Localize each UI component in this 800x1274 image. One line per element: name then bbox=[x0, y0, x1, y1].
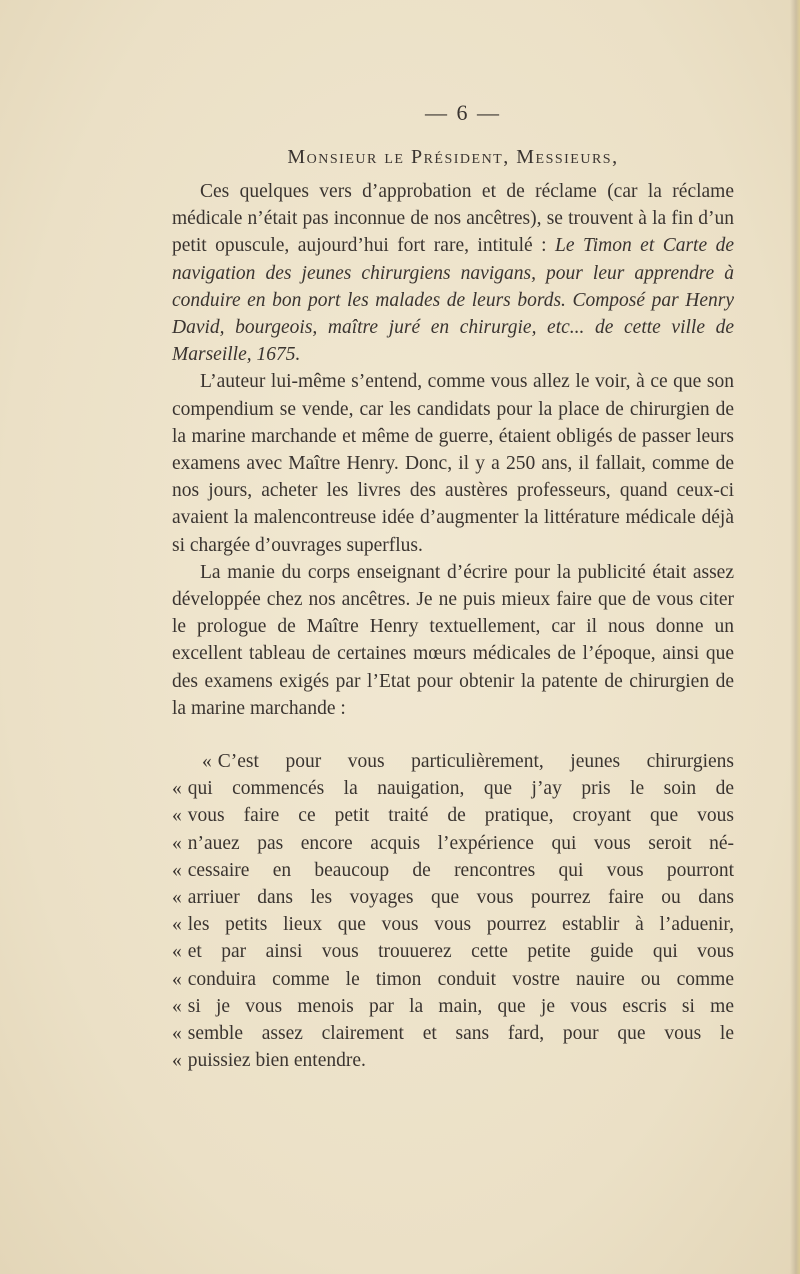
quote-line: « C’est pour vous particulièrement, jeunes chirurgiens bbox=[172, 748, 734, 775]
paragraph-3: La manie du corps enseignant d’écrire pour la publicité était assez développée chez nos ancêtres. Je ne puis mieux faire que de vous citer le prologue de Maître Henry textuellement, car il nous donne un excellent tableau de certaines mœurs médicales de l’époque, ainsi que des examens exigés par l’Etat pour obtenir la patente de chirurgien de la marine marchande : bbox=[172, 561, 734, 719]
quote-line: « n’auez pas encore acquis l’expérience qui vous seroit né- bbox=[172, 830, 734, 857]
quote-line: « si je vous menois par la main, que je vous escris si me bbox=[172, 993, 734, 1020]
quote-mark: « bbox=[172, 941, 182, 963]
page-number: — 6 — bbox=[425, 100, 501, 125]
quote-mark: « bbox=[172, 778, 182, 800]
prologue-quote bbox=[172, 748, 734, 1074]
quote-line: « qui commencés la nauigation, que j’ay pris le soin de bbox=[172, 775, 734, 802]
page-edge-shadow bbox=[790, 0, 800, 1274]
quote-line: « semble assez clairement et sans fard, pour que vous le bbox=[172, 1020, 734, 1047]
salutation: Monsieur le Président, Messieurs, bbox=[287, 146, 619, 168]
quote-mark: « bbox=[172, 859, 182, 881]
quote-mark: « bbox=[172, 1023, 182, 1045]
quote-line: « conduira comme le timon conduit vostre nauire ou comme bbox=[172, 966, 734, 993]
paragraph-1-intro: Ces quelques vers d’approbation et de réclame (car la réclame médicale n’était pas inconnue de nos ancêtres), se trouvent à la fin d’un petit opuscule, aujourd’hui fort rare, intitulé : bbox=[172, 181, 734, 257]
quote-mark: « bbox=[172, 887, 182, 909]
quote-mark: « bbox=[172, 1050, 182, 1072]
quote-mark: « bbox=[172, 995, 182, 1017]
quote-line: « les petits lieux que vous vous pourrez establir à l’aduenir, bbox=[172, 911, 734, 938]
quote-mark: « bbox=[172, 832, 182, 854]
quote-mark: « bbox=[172, 968, 182, 990]
quote-line: « et par ainsi vous trouuerez cette petite guide qui vous bbox=[172, 938, 734, 965]
paragraph-1 bbox=[172, 178, 734, 368]
paragraph-2: L’auteur lui-même s’entend, comme vous allez le voir, à ce que son compendium se vende, car les candidats pour la place de chirurgien de la marine marchande et même de guerre, étaient obligés de passer leurs examens avec Maître Henry. Donc, il y a 250 ans, il fallait, comme de nos jours, acheter les livres des austères professeurs, quand ceux-ci avaient la malencontreuse idée d’augmenter la littérature médicale déjà si chargée d’ouvrages superflus. bbox=[172, 371, 734, 556]
quote-line: « cessaire en beaucoup de rencontres qui vous pourront bbox=[172, 857, 734, 884]
quote-mark: « bbox=[172, 914, 182, 936]
quote-line: « puissiez bien entendre. bbox=[172, 1047, 734, 1074]
quote-line: « arriuer dans les voyages que vous pourrez faire ou dans bbox=[172, 884, 734, 911]
book-title: Le Timon et Carte de navigation des jeunes chirurgiens navigans, pour leur apprendre à conduire en bon port les malades de leurs bords. Composé par Henry David, bourgeois, maître juré en chirurgie, etc... de cette ville de Marseille, 1675. bbox=[172, 235, 734, 366]
quote-line: « vous faire ce petit traité de pratique, croyant que vous bbox=[172, 802, 734, 829]
quote-mark: « bbox=[202, 751, 212, 773]
text-block bbox=[172, 98, 734, 1075]
quote-mark: « bbox=[172, 805, 182, 827]
